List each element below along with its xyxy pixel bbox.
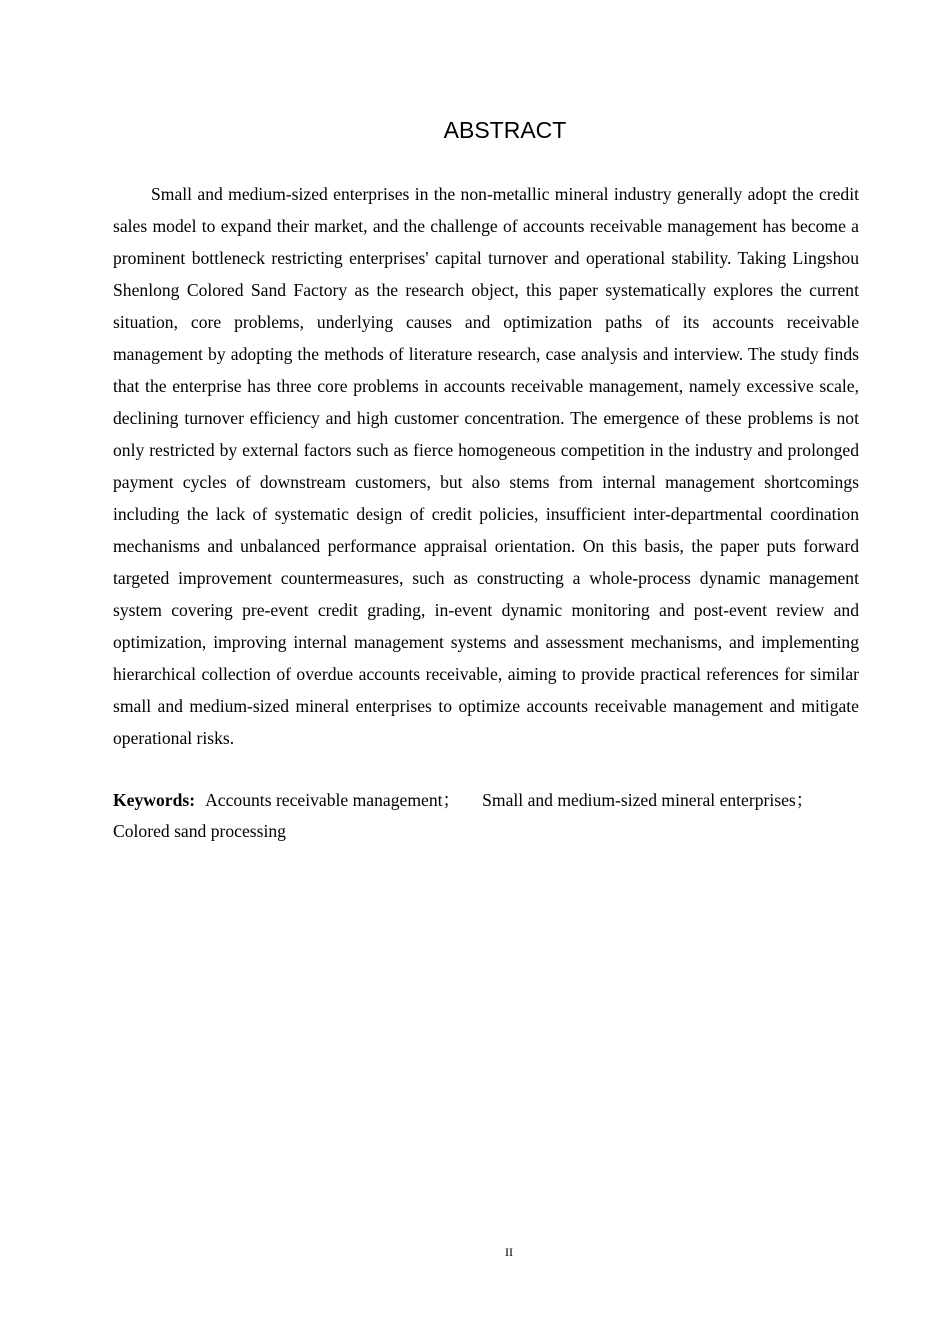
page-number: II [505, 1245, 513, 1259]
abstract-title: ABSTRACT [443, 117, 567, 143]
keyword-item: Small and medium-sized mineral enterprises [482, 790, 796, 810]
keywords-label: Keywords: [113, 790, 196, 810]
keyword-separator: ； [795, 790, 814, 810]
keywords-line [113, 785, 859, 847]
keyword-separator: ； [442, 790, 461, 810]
keyword-item: Accounts receivable management [205, 790, 443, 810]
abstract-body: Small and medium-sized enterprises in the non-metallic mineral industry generally adopt the credit sales model to expand their market, and the challenge of accounts receivable management has become a prominent bottleneck restricting enterprises' capital turnover and operational stability. Taking Lingshou Shenlong Colored Sand Factory as the research object, this paper systematically explores the current situation, core problems, underlying causes and optimization paths of its accounts receivable management by adopting the methods of literature research, case analysis and interview. The study finds that the enterprise has three core problems in accounts receivable management, namely excessive scale, declining turnover efficiency and high customer concentration. The emergence of these problems is not only restricted by external factors such as fierce homogeneous competition in the industry and prolonged payment cycles of downstream customers, but also stems from internal management shortcomings including the lack of systematic design of credit policies, insufficient inter-departmental coordination mechanisms and unbalanced performance appraisal orientation. On this basis, the paper puts forward targeted improvement countermeasures, such as constructing a whole-process dynamic management system covering pre-event credit grading, in-event dynamic monitoring and post-event review and optimization, improving internal management systems and assessment mechanisms, and implementing hierarchical collection of overdue accounts receivable, aiming to provide practical references for similar small and medium-sized mineral enterprises to optimize accounts receivable management and mitigate operational risks. [113, 184, 859, 748]
keyword-item: Colored sand processing [113, 821, 286, 841]
